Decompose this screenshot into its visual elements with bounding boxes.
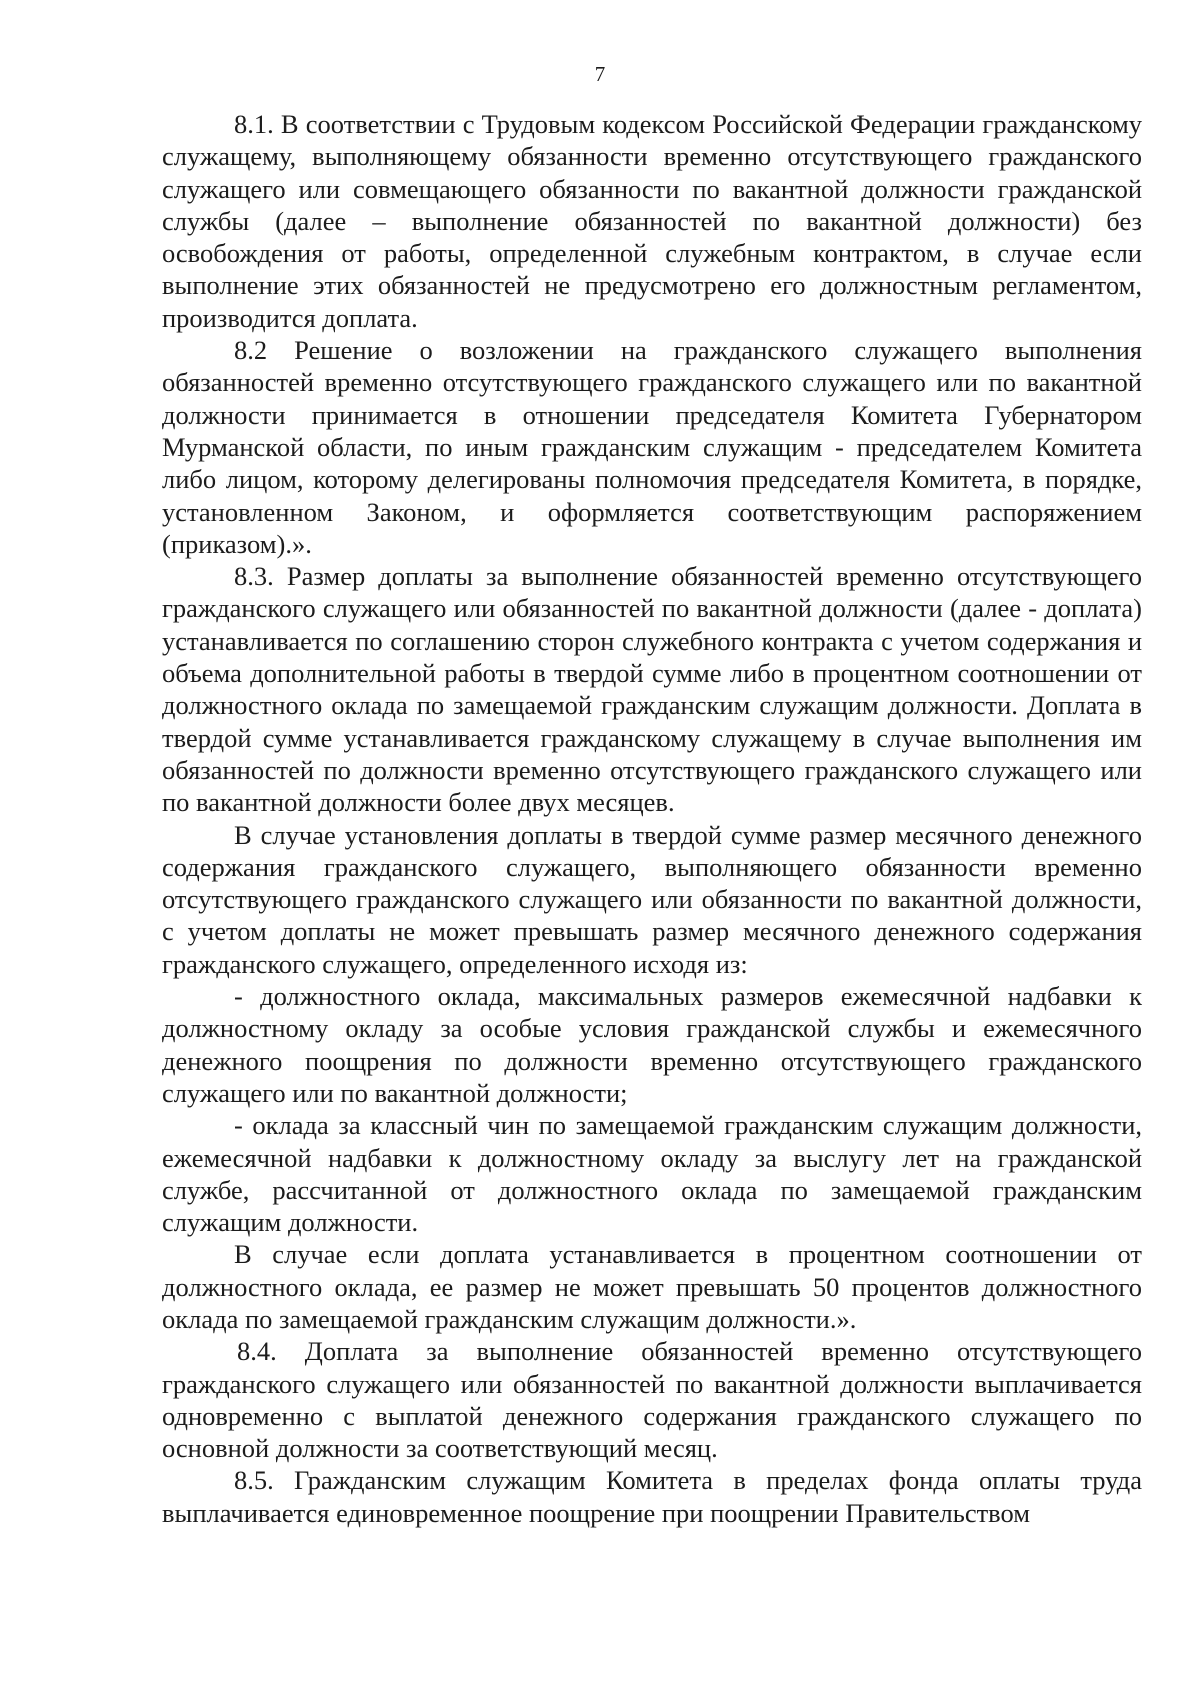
paragraph-8-3: 8.3. Размер доплаты за выполнение обязанностей временно отсутствующего гражданского служащего или обязанностей по вакантной должности (далее - доплата) устанавливается по соглашению сторон служебного контракта с учетом содержания и объема дополнительной работы в твердой сумме либо в процентном соотношении от должностного оклада по замещаемой гражданским служащим должности. Доплата в твердой сумме устанавливается гражданскому служащему в случае выполнения им обязанностей по должности временно отсутствующего гражданского служащего или по вакантной должности более двух месяцев. [162, 561, 1142, 818]
paragraph-8-2: 8.2 Решение о возложении на гражданского служащего выполнения обязанностей временно отсутствующего гражданского служащего или по вакантной должности принимается в отношении председателя Комитета Губернатором Мурманской области, по иным гражданским служащим - председателем Комитета либо лицом, которому делегированы полномочия председателя Комитета, в порядке, установленном Законом, и оформляется соответствующим распоряжением (приказом).». [162, 335, 1142, 559]
paragraph-8-5: 8.5. Гражданским служащим Комитета в пределах фонда оплаты труда выплачивается единовременное поощрение при поощрении Правительством [162, 1465, 1142, 1528]
document-body [162, 108, 1142, 1529]
paragraph-8-4: 8.4. Доплата за выполнение обязанностей временно отсутствующего гражданского служащего или обязанностей по вакантной должности выплачивается одновременно с выплатой денежного содержания гражданского служащего по основной должности за соответствующий месяц. [162, 1336, 1142, 1464]
paragraph-fixed-sum: В случае установления доплаты в твердой сумме размер месячного денежного содержания гражданского служащего, выполняющего обязанности временно отсутствующего гражданского служащего или обязанности по вакантной должности, с учетом доплаты не может превышать размер месячного денежного содержания гражданского служащего, определенного исходя из: [162, 819, 1142, 979]
paragraph-8-1: 8.1. В соответствии с Трудовым кодексом Российской Федерации гражданскому служащему, выполняющему обязанности временно отсутствующего гражданского служащего или совмещающего обязанности по вакантной должности гражданской службы (далее – выполнение обязанностей по вакантной должности) без освобождения от работы, определенной служебным контрактом, в случае если выполнение этих обязанностей не предусмотрено его должностным регламентом, производится доплата. [162, 109, 1142, 333]
list-item-salary: - должностного оклада, максимальных размеров ежемесячной надбавки к должностному окладу за особые условия гражданской службы и ежемесячного денежного поощрения по должности временно отсутствующего гражданского служащего или по вакантной должности; [162, 981, 1142, 1108]
list-item-class-rank: - оклада за классный чин по замещаемой гражданским служащим должности, ежемесячной надбавки к должностному окладу за выслугу лет на гражданской службе, рассчитанной от должностного оклада по замещаемой гражданским служащим должности. [162, 1110, 1142, 1238]
paragraph-percent: В случае если доплата устанавливается в процентном соотношении от должностного оклада, ее размер не может превышать 50 процентов должностного оклада по замещаемой гражданским служащим должности.». [162, 1239, 1142, 1334]
page-number: 7 [594, 62, 606, 86]
